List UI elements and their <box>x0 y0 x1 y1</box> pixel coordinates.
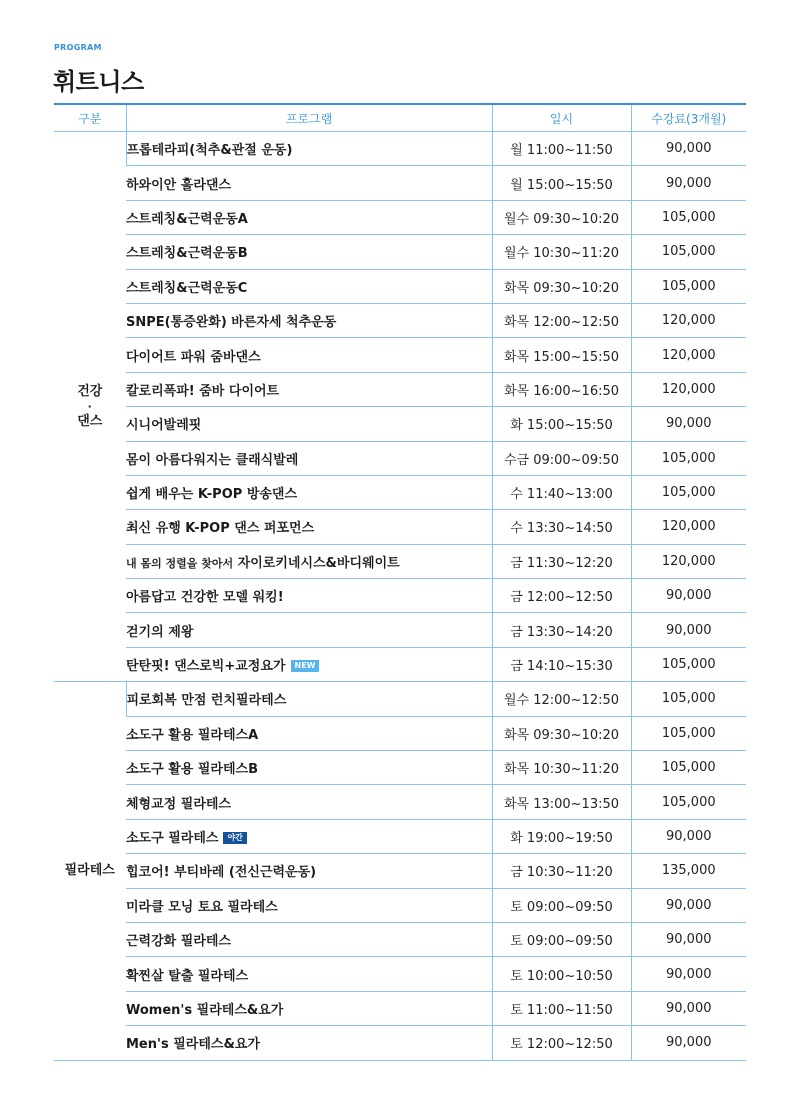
schedule-cell: 토 10:00~10:50 <box>492 957 631 991</box>
fee-cell: 105,000 <box>631 200 746 234</box>
schedule-cell: 금 13:30~14:20 <box>492 613 631 647</box>
program-name: 자이로키네시스&바디웨이트 <box>237 555 400 571</box>
fee-cell: 90,000 <box>631 1026 746 1060</box>
table-row <box>54 235 746 269</box>
table-row <box>54 338 746 372</box>
program-name: 스트레칭&근력운동C <box>126 280 248 296</box>
table-row <box>54 372 746 406</box>
category-label: 건강 <box>77 383 103 399</box>
program-name: 스트레칭&근력운동A <box>126 211 248 227</box>
fee-cell: 120,000 <box>631 303 746 337</box>
program-name: 근력강화 필라테스 <box>126 934 231 950</box>
program-cell <box>126 338 492 372</box>
fee-cell: 90,000 <box>631 957 746 991</box>
column-header-schedule: 일시 <box>492 104 631 132</box>
category-cell <box>54 132 126 682</box>
program-name: 확찐살 탈출 필라테스 <box>126 968 249 984</box>
program-cell <box>126 510 492 544</box>
table-row <box>54 716 746 750</box>
program-cell <box>126 1026 492 1060</box>
fee-cell: 105,000 <box>631 682 746 716</box>
fee-cell: 105,000 <box>631 269 746 303</box>
table-row <box>54 407 746 441</box>
schedule-cell: 금 11:30~12:20 <box>492 544 631 578</box>
category-label: · <box>87 399 92 413</box>
program-name: 미라클 모닝 토요 필라테스 <box>126 899 278 915</box>
table-row <box>54 819 746 853</box>
schedule-cell: 화목 12:00~12:50 <box>492 303 631 337</box>
fee-cell: 90,000 <box>631 922 746 956</box>
program-cell <box>126 888 492 922</box>
table-body <box>54 132 746 1061</box>
program-name: 몸이 아름다워지는 클래식발레 <box>126 452 299 468</box>
program-cell <box>126 441 492 475</box>
table-row <box>54 1026 746 1060</box>
schedule-cell: 화 19:00~19:50 <box>492 819 631 853</box>
program-cell <box>126 647 492 681</box>
program-cell <box>126 922 492 956</box>
schedule-cell: 토 12:00~12:50 <box>492 1026 631 1060</box>
program-cell <box>126 166 492 200</box>
program-name: Men's 필라테스&요가 <box>126 1037 260 1053</box>
column-header-program: 프로그램 <box>126 104 492 132</box>
fee-cell: 120,000 <box>631 338 746 372</box>
program-cell <box>126 751 492 785</box>
fee-cell: 105,000 <box>631 235 746 269</box>
schedule-cell: 월수 10:30~11:20 <box>492 235 631 269</box>
fee-cell: 120,000 <box>631 544 746 578</box>
program-name: 힙코어! 부티바레 (전신근력운동) <box>126 865 317 881</box>
fee-cell: 90,000 <box>631 579 746 613</box>
fee-cell: 105,000 <box>631 475 746 509</box>
program-cell <box>126 716 492 750</box>
program-name: 걷기의 제왕 <box>126 624 194 640</box>
program-cell <box>126 991 492 1025</box>
program-cell <box>126 200 492 234</box>
schedule-cell: 월 11:00~11:50 <box>492 132 631 166</box>
program-cell <box>126 132 492 166</box>
program-name: 스트레칭&근력운동B <box>126 246 248 262</box>
fee-cell: 90,000 <box>631 613 746 647</box>
program-name: SNPE(통증완화) 바른자세 척추운동 <box>126 315 337 331</box>
table-row <box>54 785 746 819</box>
program-cell <box>126 682 492 716</box>
program-cell <box>126 819 492 853</box>
table-row <box>54 888 746 922</box>
table-row <box>54 441 746 475</box>
fee-cell: 105,000 <box>631 647 746 681</box>
fee-cell: 105,000 <box>631 441 746 475</box>
program-name: 소도구 활용 필라테스B <box>126 762 258 778</box>
program-cell <box>126 303 492 337</box>
night-badge: 야간 <box>223 832 246 844</box>
program-subtitle: 내 몸의 정렬을 찾아서 <box>126 556 234 570</box>
table-row <box>54 475 746 509</box>
program-name: 소도구 필라테스 <box>126 831 219 846</box>
table-row <box>54 510 746 544</box>
schedule-cell: 수 13:30~14:50 <box>492 510 631 544</box>
table-row <box>54 303 746 337</box>
page-title: 휘트니스 <box>53 68 144 96</box>
table-row <box>54 854 746 888</box>
table-row <box>54 991 746 1025</box>
schedule-cell: 토 09:00~09:50 <box>492 922 631 956</box>
section-label: PROGRAM <box>54 43 102 52</box>
program-cell <box>126 407 492 441</box>
program-cell <box>126 235 492 269</box>
schedule-cell: 화목 09:30~10:20 <box>492 716 631 750</box>
program-name: 아름답고 건강한 모델 워킹! <box>126 590 284 606</box>
table-row <box>54 166 746 200</box>
program-name: 프롭테라피(척추&관절 운동) <box>126 143 293 159</box>
schedule-cell: 화 15:00~15:50 <box>492 407 631 441</box>
program-cell <box>126 269 492 303</box>
fee-cell: 90,000 <box>631 888 746 922</box>
column-header-fee: 수강료(3개월) <box>631 104 746 132</box>
schedule-cell: 토 09:00~09:50 <box>492 888 631 922</box>
program-cell <box>126 957 492 991</box>
table-row <box>54 957 746 991</box>
category-label: 댄스 <box>77 413 103 429</box>
program-name: 하와이안 훌라댄스 <box>126 177 231 193</box>
table-row <box>54 922 746 956</box>
category-cell <box>54 682 126 1060</box>
category-label: 필라테스 <box>64 862 115 878</box>
table-row <box>54 579 746 613</box>
schedule-cell: 월수 12:00~12:50 <box>492 682 631 716</box>
schedule-cell: 금 14:10~15:30 <box>492 647 631 681</box>
program-name: 칼로리폭파! 줌바 다이어트 <box>126 383 280 399</box>
fee-cell: 135,000 <box>631 854 746 888</box>
table-row <box>54 269 746 303</box>
schedule-cell: 화목 15:00~15:50 <box>492 338 631 372</box>
table-row <box>54 613 746 647</box>
fee-cell: 105,000 <box>631 751 746 785</box>
fee-cell: 90,000 <box>631 407 746 441</box>
schedule-cell: 수 11:40~13:00 <box>492 475 631 509</box>
fee-cell: 120,000 <box>631 510 746 544</box>
program-schedule-table <box>54 103 746 1061</box>
fee-cell: 90,000 <box>631 166 746 200</box>
schedule-cell: 월 15:00~15:50 <box>492 166 631 200</box>
table-row <box>54 132 746 166</box>
program-cell <box>126 785 492 819</box>
program-cell <box>126 613 492 647</box>
schedule-cell: 수금 09:00~09:50 <box>492 441 631 475</box>
table-row <box>54 682 746 716</box>
fee-cell: 105,000 <box>631 716 746 750</box>
table-row <box>54 647 746 681</box>
program-name: 탄탄핏! 댄스로빅+교정요가 <box>126 659 286 675</box>
fee-cell: 90,000 <box>631 819 746 853</box>
fee-cell: 90,000 <box>631 132 746 166</box>
fee-cell: 105,000 <box>631 785 746 819</box>
schedule-cell: 금 12:00~12:50 <box>492 579 631 613</box>
program-cell <box>126 579 492 613</box>
schedule-cell: 월수 09:30~10:20 <box>492 200 631 234</box>
program-name: 쉽게 배우는 K-POP 방송댄스 <box>126 487 298 503</box>
program-name: 다이어트 파워 줌바댄스 <box>126 349 261 365</box>
program-cell <box>126 475 492 509</box>
column-header-category: 구분 <box>54 104 126 132</box>
program-name: 피로회복 만점 런치필라테스 <box>126 693 287 709</box>
program-cell <box>126 372 492 406</box>
schedule-cell: 화목 16:00~16:50 <box>492 372 631 406</box>
program-name: Women's 필라테스&요가 <box>126 1002 284 1018</box>
table-row <box>54 200 746 234</box>
program-cell <box>126 854 492 888</box>
schedule-cell: 화목 13:00~13:50 <box>492 785 631 819</box>
program-cell <box>126 544 492 578</box>
fee-cell: 120,000 <box>631 372 746 406</box>
table-row <box>54 544 746 578</box>
new-badge: NEW <box>291 660 320 672</box>
schedule-cell: 토 11:00~11:50 <box>492 991 631 1025</box>
schedule-cell: 화목 09:30~10:20 <box>492 269 631 303</box>
program-name: 소도구 활용 필라테스A <box>126 727 259 743</box>
header-row <box>54 104 746 132</box>
fee-cell: 90,000 <box>631 991 746 1025</box>
program-name: 최신 유행 K-POP 댄스 퍼포먼스 <box>126 521 315 537</box>
program-name: 체형교정 필라테스 <box>126 796 231 812</box>
program-name: 시니어발레핏 <box>126 418 202 434</box>
schedule-cell: 금 10:30~11:20 <box>492 854 631 888</box>
table-row <box>54 751 746 785</box>
schedule-cell: 화목 10:30~11:20 <box>492 751 631 785</box>
table-header <box>54 104 746 132</box>
